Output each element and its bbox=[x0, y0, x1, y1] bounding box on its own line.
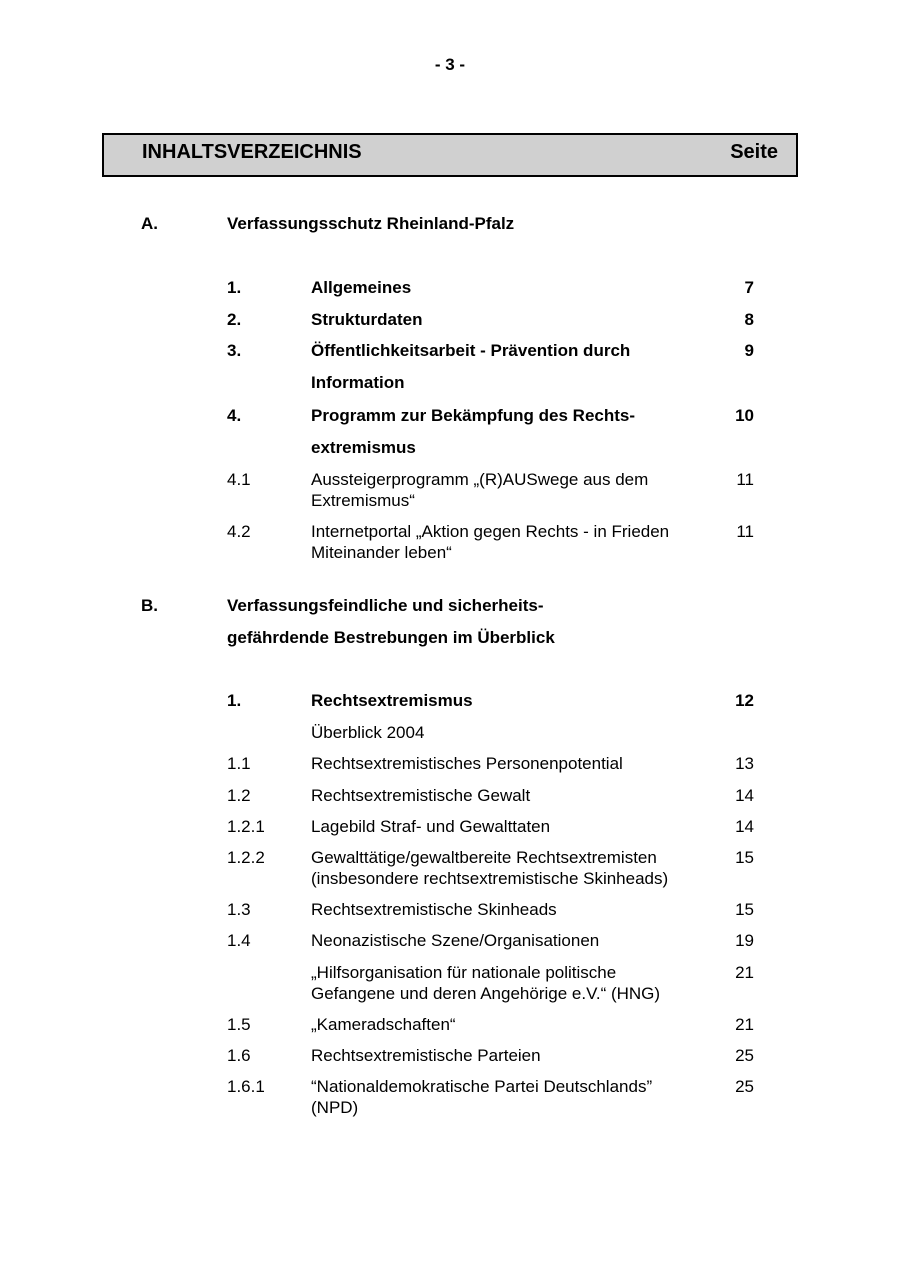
entry-number: 1.6 bbox=[227, 1046, 251, 1065]
entry-page: 14 bbox=[735, 817, 754, 836]
entry-title: Rechtsextremismus bbox=[311, 691, 473, 710]
entry-title: Strukturdaten bbox=[311, 310, 423, 329]
entry-title: Rechtsextremistisches Personenpotential bbox=[311, 754, 623, 773]
entry-number: 1.1 bbox=[227, 754, 251, 773]
entry-title: Allgemeines bbox=[311, 278, 412, 297]
entry-page: 12 bbox=[735, 691, 754, 710]
entry-title: Überblick 2004 bbox=[311, 723, 425, 742]
entry-number: 1.2.1 bbox=[227, 817, 265, 836]
entry-number: 1.4 bbox=[227, 931, 251, 950]
section-letter: A. bbox=[141, 214, 158, 233]
toc-header bbox=[102, 133, 798, 177]
entry-page: 25 bbox=[735, 1046, 754, 1065]
entry-number: 1.2 bbox=[227, 786, 251, 805]
entry-number: 1.6.1 bbox=[227, 1077, 265, 1096]
entry-page: 15 bbox=[735, 848, 754, 867]
entry-page: 8 bbox=[744, 310, 754, 329]
page-number: - 3 - bbox=[434, 55, 466, 74]
entry-title: Aussteigerprogramm „(R)AUSwege aus dem Extremismus“ bbox=[311, 470, 649, 510]
entry-number: 1. bbox=[227, 278, 242, 297]
entry-page: 25 bbox=[735, 1077, 754, 1096]
entry-title: Öffentlichkeitsarbeit - Prävention durch Information bbox=[311, 341, 631, 392]
entry-page: 19 bbox=[735, 931, 754, 950]
entry-title: “Nationaldemokratische Partei Deutschlands” (NPD) bbox=[311, 1077, 653, 1117]
entry-number: 4. bbox=[227, 406, 242, 425]
entry-number: 1. bbox=[227, 691, 242, 710]
entry-number: 1.5 bbox=[227, 1015, 251, 1034]
entry-page: 11 bbox=[736, 522, 754, 541]
section-title: Verfassungsfeindliche und sicherheits-gefährdende Bestrebungen im Überblick bbox=[227, 596, 555, 647]
entry-page: 13 bbox=[735, 754, 754, 773]
entry-number: 1.3 bbox=[227, 900, 251, 919]
entry-title: Gewalttätige/gewaltbereite Rechtsextremisten (insbesondere rechtsextremistische Skinheads) bbox=[311, 848, 669, 888]
entry-page: 21 bbox=[735, 1015, 754, 1034]
entry-page: 10 bbox=[735, 406, 754, 425]
entry-title: Rechtsextremistische Parteien bbox=[311, 1046, 541, 1065]
entry-number: 4.1 bbox=[227, 470, 251, 489]
page-column-label: Seite bbox=[730, 141, 778, 163]
entry-title: Rechtsextremistische Skinheads bbox=[311, 900, 557, 919]
section-title: Verfassungsschutz Rheinland-Pfalz bbox=[227, 214, 515, 233]
entry-title: Lagebild Straf- und Gewalttaten bbox=[311, 817, 551, 836]
entry-title: Rechtsextremistische Gewalt bbox=[311, 786, 531, 805]
entry-title: Internetportal „Aktion gegen Rechts - in Frieden Miteinander leben“ bbox=[311, 522, 670, 562]
entry-page: 21 bbox=[735, 963, 754, 982]
entry-title: „Kameradschaften“ bbox=[311, 1015, 456, 1034]
entry-page: 11 bbox=[736, 470, 754, 489]
entry-number: 4.2 bbox=[227, 522, 251, 541]
entry-number: 1.2.2 bbox=[227, 848, 265, 867]
entry-page: 14 bbox=[735, 786, 754, 805]
entry-page: 9 bbox=[744, 341, 754, 360]
entry-number: 2. bbox=[227, 310, 242, 329]
entry-number: 3. bbox=[227, 341, 242, 360]
entry-title: Programm zur Bekämpfung des Rechts-extremismus bbox=[311, 406, 636, 457]
toc-title: INHALTSVERZEICHNIS bbox=[142, 141, 362, 163]
entry-page: 15 bbox=[735, 900, 754, 919]
entry-title: Neonazistische Szene/Organisationen bbox=[311, 931, 600, 950]
section-letter: B. bbox=[141, 596, 158, 615]
entry-page: 7 bbox=[744, 278, 754, 297]
entry-title: „Hilfsorganisation für nationale politische Gefangene und deren Angehörige e.V.“ (HNG) bbox=[311, 963, 661, 1003]
